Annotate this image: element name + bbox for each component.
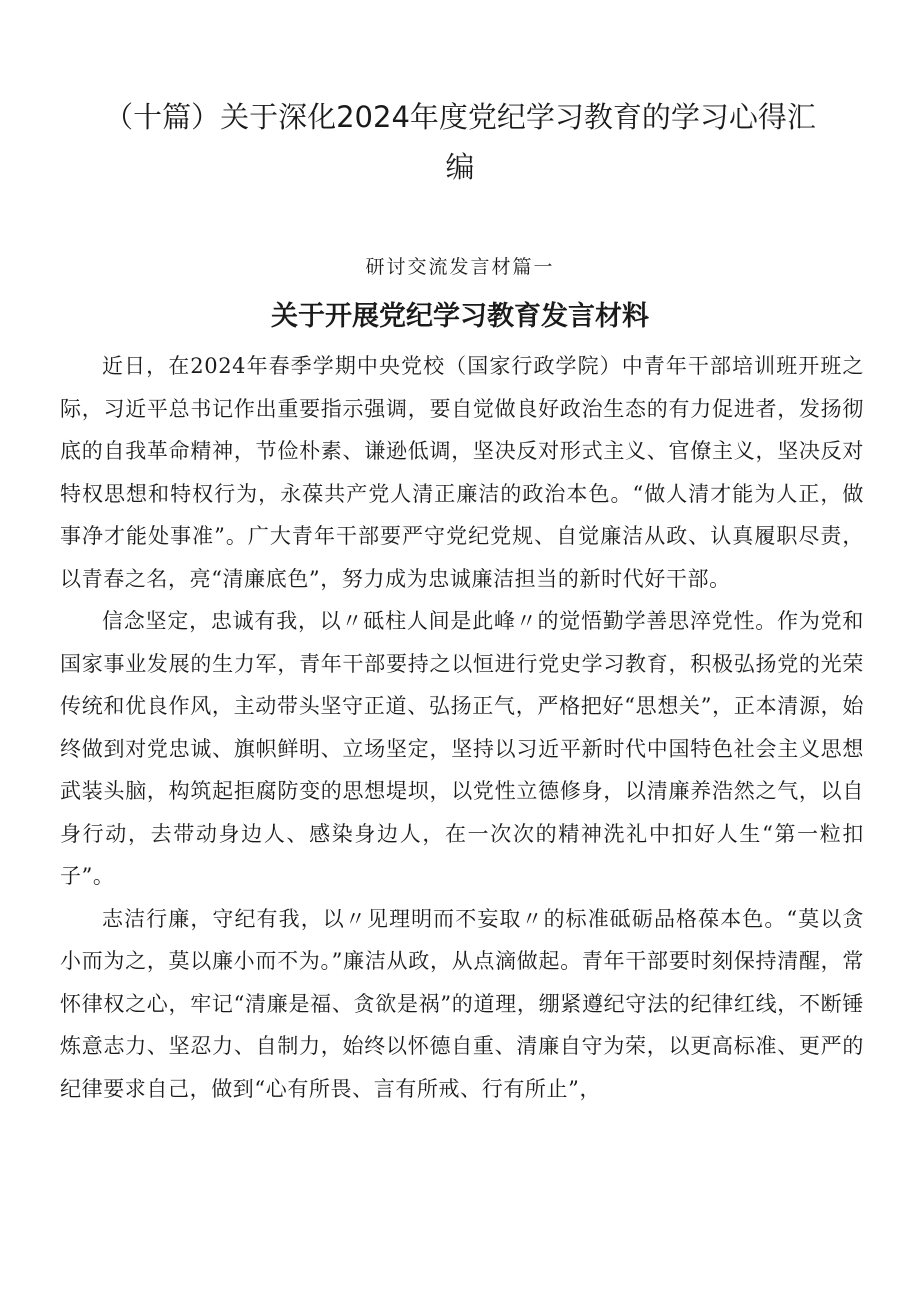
paragraph-2: 信念坚定，忠诚有我，以〃砥柱人间是此峰〃的觉悟勤学善思淬党性。作为党和国家事业发展的生力军，青年干部要持之以恒进行党史学习教育，积极弘扬党的光荣传统和优良作风，主动带头坚守正道、弘扬正气，严格把好“思想关”，正本清源，始终做到对党忠诚、旗帜鲜明、立场坚定，坚持以习近平新时代中国特色社会主义思想武装头脑，构筑起拒腐防变的思想堤坝，以党性立德修身，以清廉养浩然之气，以自身行动，去带动身边人、感染身边人，在一次次的精神洗礼中扣好人生“第一粒扣子”。 [60, 609, 864, 888]
document-title: （十篇）关于深化2024年度党纪学习教育的学习心得汇编 [104, 100, 816, 184]
paragraph-1: 近日，在2024年春季学期中央党校（国家行政学院）中青年干部培训班开班之际，习近平总书记作出重要指示强调，要自觉做良好政治生态的有力促进者，发扬彻底的自我革命精神，节俭朴素、谦逊低调，坚决反对形式主义、官僚主义，坚决反对特权思想和特权行为，永葆共产党人清正廉洁的政治本色。“做人清才能为人正，做事净才能处事准”。广大青年干部要严守党纪党规、自觉廉洁从政、认真履职尽责，以青春之名，亮“清廉底色”，努力成为忠诚廉洁担当的新时代好干部。 [60, 354, 864, 591]
document-body [60, 345, 864, 1110]
section-title: 关于开展党纪学习教育发言材料 [271, 301, 649, 332]
paragraph-3: 志洁行廉，守纪有我，以〃见理明而不妄取〃的标准砥砺品格葆本色。“莫以贪小而为之，莫以廉小而不为。”廉洁从政，从点滴做起。青年干部要时刻保持清醒，常怀律权之心，牢记“清廉是福、贪欲是祸”的道理，绷紧遵纪守法的纪律红线，不断锤炼意志力、坚忍力、自制力，始终以怀德自重、清廉自守为荣，以更高标准、更严的纪律要求自己，做到“心有所畏、言有所戒、行有所止”， [60, 906, 864, 1101]
section-label: 研讨交流发言材篇一 [365, 256, 555, 278]
